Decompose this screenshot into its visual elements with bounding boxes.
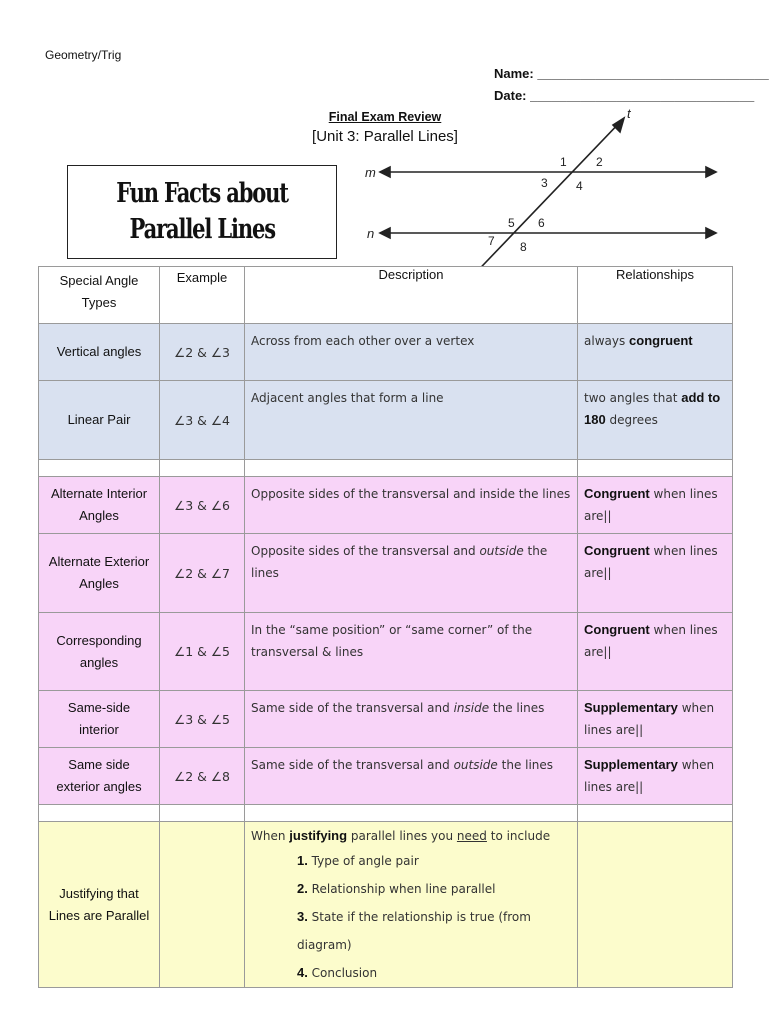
line-m-arrow-right — [706, 167, 716, 177]
row-type: Corresponding angles — [39, 613, 160, 691]
angle-label-1: 1 — [560, 155, 567, 169]
fun-title-line-1: Fun Facts about — [116, 178, 288, 209]
justify-example — [160, 822, 245, 988]
justify-steps-list — [245, 847, 577, 987]
row-description: Opposite sides of the transversal and outside the lines — [245, 534, 578, 613]
row-relationship: always congruent — [578, 324, 733, 381]
angle-label-4: 4 — [576, 179, 583, 193]
line-m-arrow-left — [380, 167, 390, 177]
angle-label-6: 6 — [538, 216, 545, 230]
label-m: m — [365, 165, 376, 180]
header-relationships: Relationships — [578, 267, 733, 324]
row-relationship: Supplementary when lines are|| — [578, 748, 733, 805]
row-relationship: Congruent when lines are|| — [578, 534, 733, 613]
table-row — [39, 324, 733, 381]
list-item: 1. Type of angle pair — [297, 853, 419, 868]
row-type: Alternate Exterior Angles — [39, 534, 160, 613]
row-description: Opposite sides of the transversal and inside the lines — [245, 477, 578, 534]
name-field-label: Name: ________________________________ — [494, 66, 769, 81]
table-row — [39, 748, 733, 805]
row-type: Same side exterior angles — [39, 748, 160, 805]
row-type: Vertical angles — [39, 324, 160, 381]
course-label: Geometry/Trig — [45, 48, 122, 62]
angle-label-5: 5 — [508, 216, 515, 230]
row-description: Across from each other over a vertex — [245, 324, 578, 381]
justify-description: When justifying parallel lines you need to include 1. Type of angle pair 2. Relationship when line parallel 3. State if the relationship is true (from diagram) 4. Conclusion — [245, 822, 578, 988]
line-n-arrow-left — [380, 228, 390, 238]
row-example: ∠2 & ∠3 — [160, 324, 245, 381]
row-relationship: Supplementary when lines are|| — [578, 691, 733, 748]
angle-types-table — [38, 266, 733, 988]
line-n-arrow-right — [706, 228, 716, 238]
row-relationship: Congruent when lines are|| — [578, 613, 733, 691]
row-description: In the “same position” or “same corner” of the transversal & lines — [245, 613, 578, 691]
row-relationship: two angles that add to 180 degrees — [578, 381, 733, 460]
row-type: Linear Pair — [39, 381, 160, 460]
row-type: Alternate Interior Angles — [39, 477, 160, 534]
row-example: ∠1 & ∠5 — [160, 613, 245, 691]
justify-relationship — [578, 822, 733, 988]
table-header-row — [39, 267, 733, 324]
fun-title-line-2: Parallel Lines — [129, 214, 275, 245]
spacer-row — [39, 460, 733, 477]
row-example: ∠2 & ∠8 — [160, 748, 245, 805]
label-t: t — [627, 106, 631, 121]
row-description: Same side of the transversal and outside the lines — [245, 748, 578, 805]
list-item: 3. State if the relationship is true (from diagram) — [297, 909, 531, 952]
label-n: n — [367, 226, 375, 241]
header-type: Special Angle Types — [39, 267, 160, 324]
transversal-arrow-top — [613, 118, 624, 132]
row-description: Same side of the transversal and inside the lines — [245, 691, 578, 748]
row-example: ∠2 & ∠7 — [160, 534, 245, 613]
row-example: ∠3 & ∠5 — [160, 691, 245, 748]
table-row — [39, 381, 733, 460]
row-type: Same-side interior — [39, 691, 160, 748]
review-title: Final Exam Review — [328, 110, 442, 124]
header-description: Description — [245, 267, 578, 324]
angle-label-8: 8 — [520, 240, 527, 254]
row-example: ∠3 & ∠4 — [160, 381, 245, 460]
justify-row — [39, 822, 733, 988]
list-item: 4. Conclusion — [297, 965, 378, 980]
list-item: 2. Relationship when line parallel — [297, 881, 496, 896]
fun-facts-title-box — [67, 165, 337, 259]
table-row — [39, 534, 733, 613]
table-row — [39, 613, 733, 691]
unit-title: [Unit 3: Parallel Lines] — [312, 128, 458, 145]
table-row — [39, 477, 733, 534]
row-example: ∠3 & ∠6 — [160, 477, 245, 534]
row-relationship: Congruent when lines are|| — [578, 477, 733, 534]
header-example: Example — [160, 267, 245, 324]
table-row — [39, 691, 733, 748]
angle-label-2: 2 — [596, 155, 603, 169]
justify-type: Justifying that Lines are Parallel — [39, 822, 160, 988]
angle-label-7: 7 — [488, 234, 495, 248]
angle-label-3: 3 — [541, 176, 548, 190]
row-description: Adjacent angles that form a line — [245, 381, 578, 460]
spacer-row — [39, 805, 733, 822]
transversal-t — [464, 118, 624, 285]
date-field-label: Date: _______________________________ — [494, 88, 755, 103]
